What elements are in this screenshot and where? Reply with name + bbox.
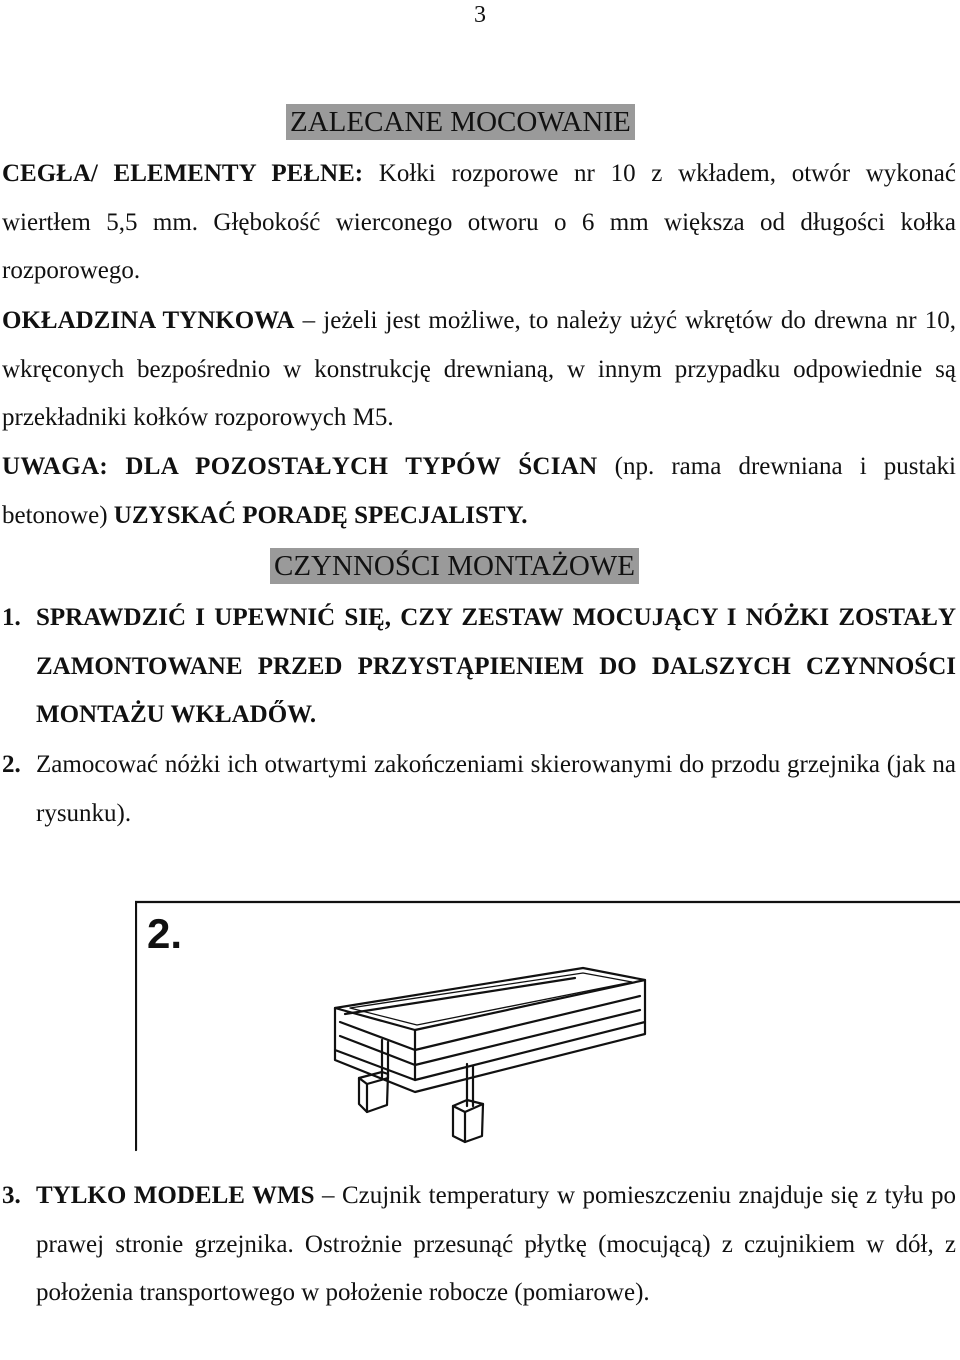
warning-advice: UZYSKAĆ PORADĘ SPECJALISTY. (113, 501, 528, 529)
step-3 (0, 1172, 956, 1318)
brick-text: Kołki rozporowe nr 10 z wkładem, otwór wykonać wiertłem 5,5 mm. Głębokość wierconego otworu o 6 mm większa od długości kołka rozporowego. (2, 160, 956, 284)
brick-paragraph (2, 150, 956, 296)
figure-label: 2. (147, 910, 183, 957)
warning-label: UWAGA: DLA POZOSTAŁYCH TYPÓW ŚCIAN (2, 453, 598, 480)
step-1 (0, 594, 956, 740)
step-1-number: 1. (2, 604, 21, 631)
heading-recommended-mounting: ZALECANE MOCOWANIE (286, 104, 635, 140)
step-3-text: – Czujnik temperatury w pomieszczeniu znajduje się z tyłu po prawej stronie grzejnika. Ostrożnie przesunąć płytkę (mocującą) z czujnikiem w dół, z położenia transportowego w położenie robocze (pomiarowe). (36, 1182, 957, 1306)
heading-mounting-steps: CZYNNOŚCI MONTAŻOWE (270, 548, 639, 584)
plaster-paragraph (2, 297, 956, 443)
warning-paragraph (2, 443, 956, 540)
plaster-text: – jeżeli jest możliwe, to należy użyć wkrętów do drewna nr 10, wkręconych bezpośrednio w konstrukcję drewnianą, w innym przypadku odpowiednie są przekładniki kołków rozporowych M5. (2, 307, 956, 431)
step-2-text: Zamocować nóżki ich otwartymi zakończeniami skierowanymi do przodu grzejnika (jak na rysunku). (36, 751, 956, 827)
step-2 (0, 741, 956, 838)
brick-label: CEGŁA/ ELEMENTY PEŁNE: (2, 160, 364, 187)
step-3-body (36, 1172, 956, 1318)
figure-radiator-feet (135, 900, 960, 1152)
step-1-text: SPRAWDZIĆ I UPEWNIĆ SIĘ, CZY ZESTAW MOCUJĄCY I NÓŻKI ZOSTAŁY ZAMONTOWANE PRZED PRZYSTĄPIENIEM DO DALSZYCH CZYNNOŚCI MONTAŻU WKŁADŐW. (36, 604, 956, 728)
step-2-number: 2. (2, 751, 21, 778)
step-3-number: 3. (2, 1182, 21, 1209)
page-number: 3 (474, 2, 486, 28)
warning-text: (np. rama drewniana i pustaki betonowe) (2, 453, 956, 529)
radiator-drawing (135, 900, 960, 1152)
plaster-label: OKŁADZINA TYNKOWA (2, 307, 295, 334)
step-3-bold: TYLKO MODELE WMS (36, 1182, 315, 1209)
